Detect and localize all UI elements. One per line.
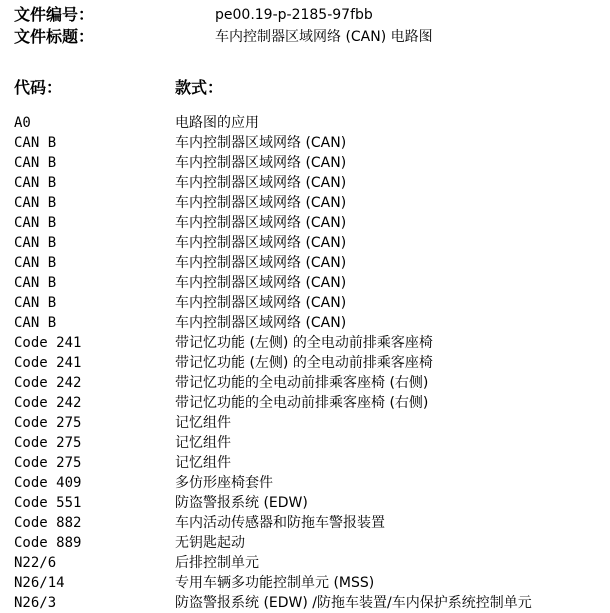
row-description: 带记忆功能的全电动前排乘客座椅 (右侧) <box>175 375 429 391</box>
row-description: 多仿形座椅套件 <box>175 475 273 491</box>
list-item <box>0 273 610 293</box>
list-item <box>0 493 610 513</box>
row-code: CAN B <box>14 235 57 251</box>
row-code: Code 275 <box>14 435 82 451</box>
list-item <box>0 573 610 593</box>
row-description: 记忆组件 <box>175 415 231 431</box>
row-description: 车内控制器区域网络 (CAN) <box>175 235 347 251</box>
row-code: Code 882 <box>14 515 82 531</box>
doc-number-value: pe00.19-p-2185-97fbb <box>215 7 373 23</box>
row-code: Code 275 <box>14 415 82 431</box>
row-code: Code 241 <box>14 335 82 351</box>
row-code: CAN B <box>14 295 57 311</box>
row-code: A0 <box>14 115 31 131</box>
row-description: 车内控制器区域网络 (CAN) <box>175 175 347 191</box>
row-code: CAN B <box>14 275 57 291</box>
row-description: 记忆组件 <box>175 455 231 471</box>
list-item <box>0 413 610 433</box>
list-item <box>0 373 610 393</box>
list-item <box>0 473 610 493</box>
code-list <box>0 113 610 613</box>
list-item <box>0 313 610 333</box>
list-item <box>0 173 610 193</box>
list-item <box>0 553 610 573</box>
row-description: 专用车辆多功能控制单元 (MSS) <box>175 575 375 591</box>
row-code: CAN B <box>14 135 57 151</box>
row-code: CAN B <box>14 155 57 171</box>
row-description: 防盗警报系统 (EDW) /防拖车装置/车内保护系统控制单元 <box>175 595 532 611</box>
row-description: 车内控制器区域网络 (CAN) <box>175 315 347 331</box>
list-item <box>0 133 610 153</box>
list-item <box>0 433 610 453</box>
list-item <box>0 333 610 353</box>
list-item <box>0 513 610 533</box>
list-item <box>0 353 610 373</box>
doc-number-label: 文件编号： <box>14 5 95 24</box>
row-description: 车内控制器区域网络 (CAN) <box>175 155 347 171</box>
row-description: 防盗警报系统 (EDW) <box>175 495 308 511</box>
row-description: 后排控制单元 <box>175 555 259 571</box>
row-code: Code 409 <box>14 475 82 491</box>
row-code: N26/3 <box>14 595 57 611</box>
row-code: Code 889 <box>14 535 82 551</box>
list-item <box>0 233 610 253</box>
doc-title-label: 文件标题： <box>14 27 95 46</box>
row-description: 车内活动传感器和防拖车警报装置 <box>175 515 385 531</box>
row-code: Code 275 <box>14 455 82 471</box>
model-column-header: 款式： <box>175 78 224 97</box>
row-code: Code 242 <box>14 395 82 411</box>
row-code: N26/14 <box>14 575 65 591</box>
list-item <box>0 533 610 553</box>
list-item <box>0 253 610 273</box>
row-description: 车内控制器区域网络 (CAN) <box>175 195 347 211</box>
row-description: 车内控制器区域网络 (CAN) <box>175 275 347 291</box>
row-description: 车内控制器区域网络 (CAN) <box>175 255 347 271</box>
list-item <box>0 453 610 473</box>
row-description: 车内控制器区域网络 (CAN) <box>175 215 347 231</box>
list-item <box>0 593 610 613</box>
list-item <box>0 393 610 413</box>
row-code: Code 242 <box>14 375 82 391</box>
row-description: 电路图的应用 <box>175 115 259 131</box>
row-code: Code 241 <box>14 355 82 371</box>
list-item <box>0 153 610 173</box>
list-item <box>0 293 610 313</box>
row-code: CAN B <box>14 175 57 191</box>
doc-title-value: 车内控制器区域网络 (CAN) 电路图 <box>215 29 433 45</box>
row-code: N22/6 <box>14 555 57 571</box>
row-description: 无钥匙起动 <box>175 535 245 551</box>
row-description: 车内控制器区域网络 (CAN) <box>175 135 347 151</box>
row-code: CAN B <box>14 255 57 271</box>
list-item <box>0 193 610 213</box>
row-code: Code 551 <box>14 495 82 511</box>
list-item <box>0 113 610 133</box>
row-code: CAN B <box>14 315 57 331</box>
code-column-header: 代码： <box>14 78 63 97</box>
row-description: 带记忆功能的全电动前排乘客座椅 (右侧) <box>175 395 429 411</box>
row-description: 带记忆功能 (左侧) 的全电动前排乘客座椅 <box>175 335 433 351</box>
row-code: CAN B <box>14 195 57 211</box>
row-description: 车内控制器区域网络 (CAN) <box>175 295 347 311</box>
row-description: 带记忆功能 (左侧) 的全电动前排乘客座椅 <box>175 355 433 371</box>
row-code: CAN B <box>14 215 57 231</box>
row-description: 记忆组件 <box>175 435 231 451</box>
list-item <box>0 213 610 233</box>
